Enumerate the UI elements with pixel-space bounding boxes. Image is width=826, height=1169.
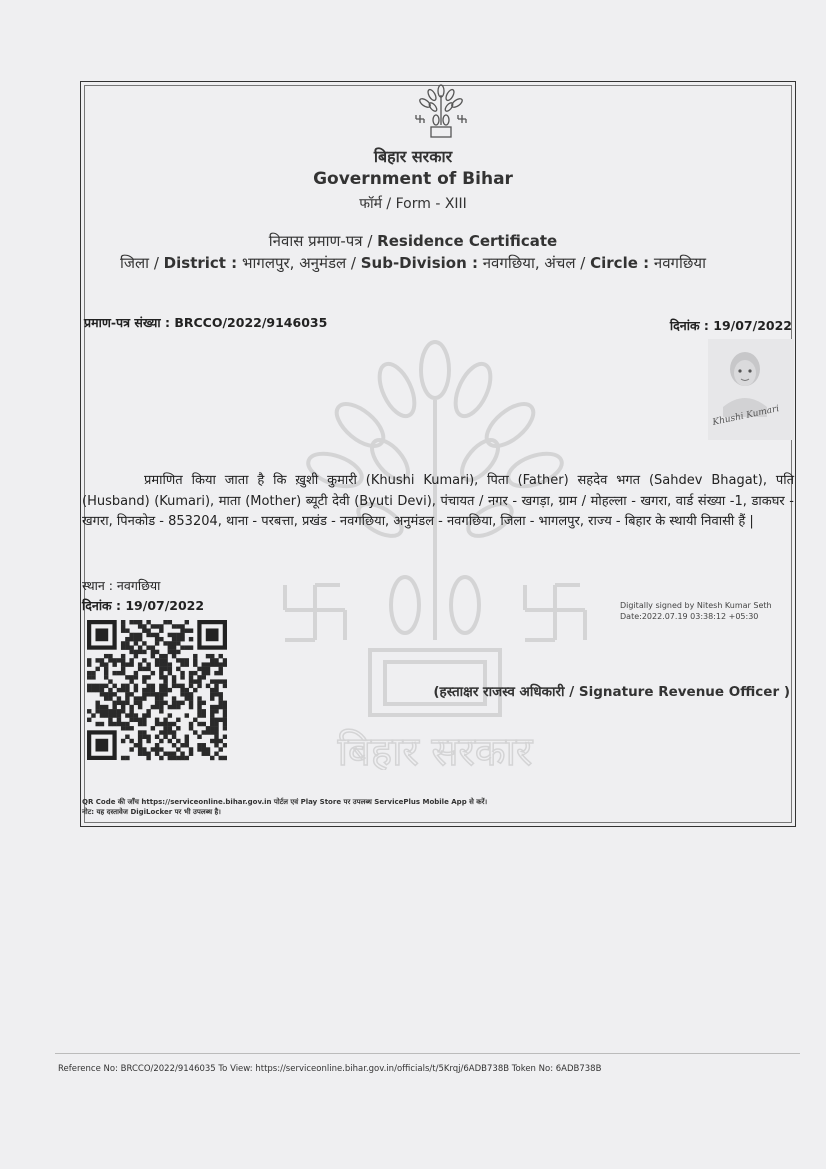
certificate-title	[0, 231, 826, 251]
digital-signature-signer: Digitally signed by Nitesh Kumar Seth	[620, 601, 772, 610]
form-number: फॉर्म / Form - XIII	[359, 196, 467, 212]
digital-signature	[620, 600, 772, 622]
reference-divider	[55, 1053, 800, 1054]
photo-signature: Khushi Kumari	[711, 404, 781, 428]
certification-text: प्रमाणित किया जाता है कि ख़ुशी कुमारी (Khushi Kumari), पिता (Father) सहदेव भगत (Sahdev Bhagat), पति (Husband) (Kumari), माता (Mother) ब्यूटी देवी (Byuti Devi), पंचायत / नगर - खगड़ा, ग्राम / मोहल्ला - खगरा, वार्ड संख्या -1, डाकघर - खगरा, पिनकोड - 853204, थाना - परबत्ता, प्रखंड - नवगछिया, अनुमंडल - नवगछिया, जिला - भागलपुर, राज्य - बिहार के स्थायी निवासी हैं |	[82, 473, 794, 529]
circle-label: Circle :	[590, 254, 650, 272]
state-name-english: Government of Bihar	[313, 169, 513, 189]
certificate-title-english: Residence Certificate	[377, 232, 558, 250]
district-label-hindi: जिला /	[120, 254, 164, 272]
certificate-title-hindi: निवास प्रमाण-पत्र /	[268, 232, 378, 250]
issue-date: दिनांक : 19/07/2022	[669, 318, 792, 333]
signature-revenue-officer: (हस्ताक्षर राजस्व अधिकारी / Signature Revenue Officer )	[433, 684, 790, 700]
bihar-emblem-watermark	[275, 340, 595, 770]
footnotes	[82, 797, 487, 817]
state-name-hindi: बिहार सरकार	[373, 147, 453, 166]
jurisdiction-line	[0, 253, 826, 273]
district-label: District :	[163, 254, 238, 272]
subdivision-label: Sub-Division :	[360, 254, 478, 272]
applicant-photo	[708, 339, 794, 440]
qr-verification-note: QR Code की जाँच https://serviceonline.bihar.gov.in पोर्टल एवं Play Store पर उपलब्ध ServicePlus Mobile App से करें।	[82, 798, 488, 806]
digital-signature-date: Date:2022.07.19 03:38:12 +05:30	[620, 612, 759, 621]
reference-line: Reference No: BRCCO/2022/9146035 To View: https://serviceonline.bihar.gov.in/officials/t/5Krqj/6ADB738B Token No: 6ADB738B	[58, 1064, 602, 1074]
certificate-number: प्रमाण-पत्र संख्या : BRCCO/2022/9146035	[84, 315, 328, 330]
circle-value: नवगछिया	[649, 254, 706, 272]
footer-date: दिनांक : 19/07/2022	[82, 598, 205, 613]
verification-qr-code	[87, 620, 227, 762]
district-value: भागलपुर, अनुमंडल /	[237, 254, 361, 272]
place-of-issue: स्थान : नवगछिया	[82, 578, 161, 593]
subdivision-value: नवगछिया, अंचल /	[477, 254, 591, 272]
certification-statement	[82, 471, 794, 533]
watermark-text: बिहार सरकार	[337, 729, 533, 770]
digilocker-note: नोट: यह दस्तावेज DigiLocker पर भी उपलब्ध है।	[82, 808, 221, 816]
bihar-emblem-icon	[412, 83, 470, 141]
